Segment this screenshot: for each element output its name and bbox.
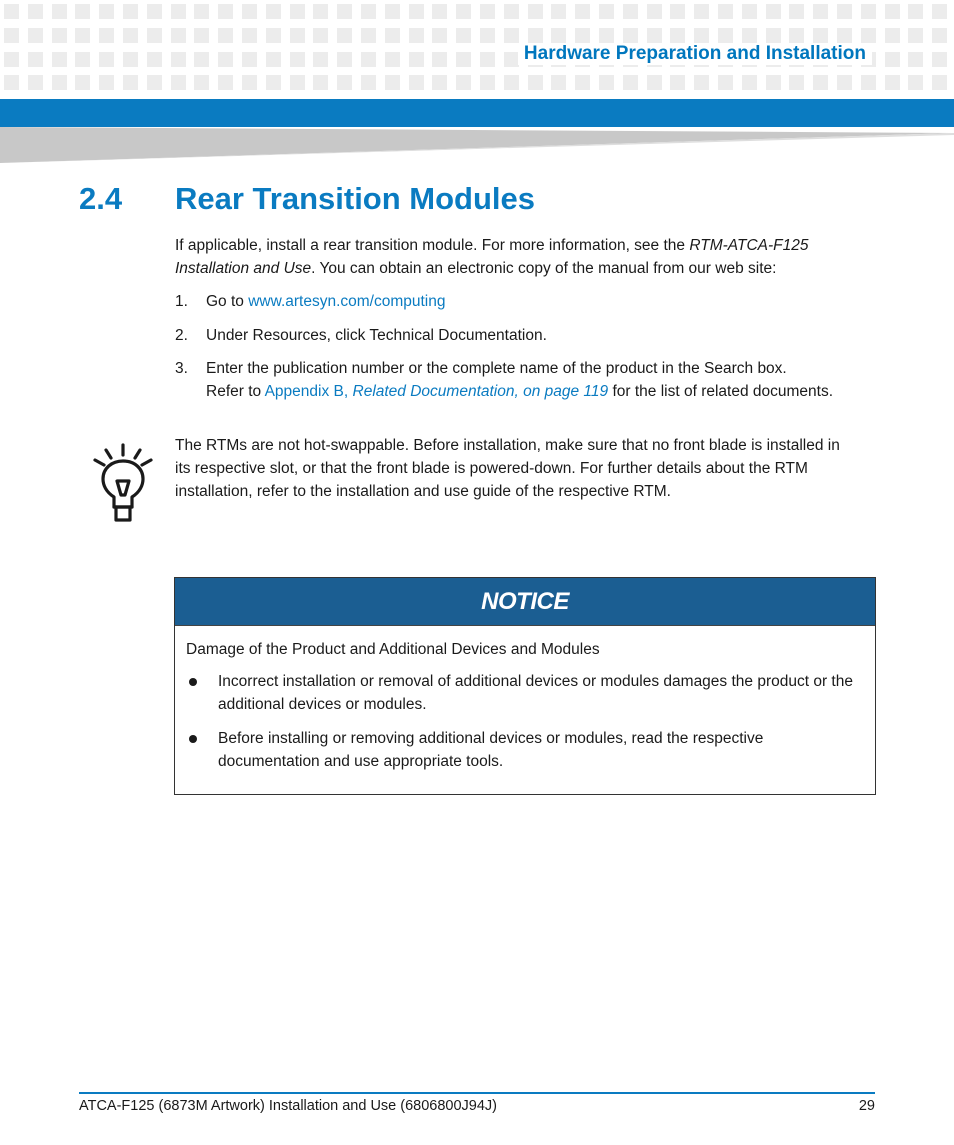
header-tile — [266, 28, 281, 43]
header-tile — [147, 28, 162, 43]
header-tile — [123, 28, 138, 43]
header-tile — [480, 75, 495, 90]
header-tile — [385, 75, 400, 90]
header-tile — [290, 4, 305, 19]
intro-text-cont: . You can obtain an electronic copy of the manual from our web site: — [311, 260, 777, 277]
header-tile — [504, 4, 519, 19]
header-tile — [623, 75, 638, 90]
header-tile — [99, 4, 114, 19]
header-tile — [885, 28, 900, 43]
header-tile — [218, 52, 233, 67]
website-link[interactable]: www.artesyn.com/computing — [248, 293, 446, 310]
appendix-link[interactable]: Appendix B, Related Documentation, on page 119 — [264, 383, 609, 400]
header-tile — [28, 28, 43, 43]
header-tile — [409, 28, 424, 43]
notice-intro: Damage of the Product and Additional Devices and Modules — [186, 641, 600, 658]
footer-rule — [79, 1092, 875, 1094]
header-tile — [409, 4, 424, 19]
header-tile — [290, 75, 305, 90]
header-tile — [432, 75, 447, 90]
section-title: Rear Transition Modules — [175, 181, 536, 216]
header-tile — [480, 4, 495, 19]
header-tile — [718, 4, 733, 19]
header-tile — [123, 52, 138, 67]
running-header-title: Hardware Preparation and Installation — [518, 43, 872, 65]
header-tile — [480, 52, 495, 67]
header-tile — [313, 52, 328, 67]
header-tile — [147, 52, 162, 67]
header-tile — [837, 4, 852, 19]
header-tile — [528, 75, 543, 90]
header-tile — [313, 28, 328, 43]
header-tile — [694, 75, 709, 90]
header-tile — [171, 52, 186, 67]
header-tile — [242, 28, 257, 43]
header-tile — [75, 75, 90, 90]
header-tile — [837, 28, 852, 43]
header-tile — [361, 75, 376, 90]
header-tile — [528, 4, 543, 19]
header-tile — [409, 75, 424, 90]
header-tile — [813, 75, 828, 90]
header-tile — [837, 75, 852, 90]
header-tile — [861, 4, 876, 19]
header-tile — [75, 28, 90, 43]
header-tile — [171, 28, 186, 43]
header-tile — [813, 28, 828, 43]
header-tile — [242, 4, 257, 19]
header-tile — [456, 52, 471, 67]
lightbulb-icon — [92, 443, 154, 525]
step-text: Under Resources, click Technical Documentation. — [206, 327, 547, 344]
header-tile — [647, 75, 662, 90]
header-tile — [290, 28, 305, 43]
header-tile — [99, 52, 114, 67]
header-tile — [4, 28, 19, 43]
header-tile — [432, 4, 447, 19]
header-tile — [670, 4, 685, 19]
header-tile — [456, 75, 471, 90]
header-tile — [123, 4, 138, 19]
header-tile — [171, 75, 186, 90]
notice-header — [175, 578, 875, 626]
header-tile — [670, 75, 685, 90]
header-tile — [718, 75, 733, 90]
notice-bullet: Incorrect installation or removal of additional devices or modules damages the product or the additional devices or modules. — [186, 670, 866, 716]
header-tile — [694, 4, 709, 19]
header-tile — [908, 4, 923, 19]
header-tile — [551, 28, 566, 43]
header-tile — [99, 75, 114, 90]
header-tile — [385, 28, 400, 43]
header-tile — [742, 28, 757, 43]
header-tile — [504, 52, 519, 67]
header-tile — [742, 4, 757, 19]
header-tile — [932, 52, 947, 67]
header-tile — [337, 28, 352, 43]
header-tile — [171, 4, 186, 19]
header-tile — [242, 52, 257, 67]
header-tile — [742, 75, 757, 90]
header-tile — [623, 4, 638, 19]
section-number: 2.4 — [79, 181, 123, 216]
header-tile — [623, 28, 638, 43]
step-text-suffix: for the list of related documents. — [608, 383, 834, 400]
header-tile — [504, 75, 519, 90]
header-tile — [908, 28, 923, 43]
header-tile — [52, 75, 67, 90]
header-tile — [361, 28, 376, 43]
header-tile — [52, 28, 67, 43]
header-tile — [266, 75, 281, 90]
header-tile — [813, 4, 828, 19]
tip-text: The RTMs are not hot-swappable. Before installation, make sure that no front blade is installed in its respective slot, or that the front blade is powered-down. For further details about the RTM installation, refer to the installation and use guide of the respective RTM. — [175, 437, 840, 500]
header-tile — [385, 4, 400, 19]
step-text-refer: Refer to — [206, 383, 265, 400]
notice-box — [174, 577, 876, 795]
header-tile — [75, 52, 90, 67]
step-text: Go to — [206, 293, 249, 310]
header-tile — [694, 28, 709, 43]
header-tile — [480, 28, 495, 43]
header-tile — [290, 52, 305, 67]
header-tile — [575, 75, 590, 90]
intro-paragraph — [175, 234, 875, 280]
intro-text: If applicable, install a rear transition module. For more information, see the — [175, 237, 690, 254]
header-tile — [313, 4, 328, 19]
header-tile — [266, 52, 281, 67]
header-tile — [194, 75, 209, 90]
page-number: 29 — [858, 1098, 875, 1114]
header-tile — [4, 4, 19, 19]
header-tile — [789, 28, 804, 43]
header-tile — [932, 28, 947, 43]
header-tile — [908, 75, 923, 90]
header-tile — [218, 75, 233, 90]
header-tile — [861, 75, 876, 90]
header-tile — [647, 28, 662, 43]
manual-reference: RTM-ATCA-F125 — [689, 237, 809, 254]
header-tile — [885, 4, 900, 19]
header-tile — [766, 75, 781, 90]
header-tile — [28, 4, 43, 19]
header-tile — [575, 28, 590, 43]
bullet-icon — [189, 735, 197, 743]
header-tile — [670, 28, 685, 43]
header-tile — [647, 4, 662, 19]
header-tile — [337, 75, 352, 90]
bullet-icon — [189, 678, 197, 686]
header-tile — [932, 4, 947, 19]
header-tile — [908, 52, 923, 67]
header-tile — [766, 28, 781, 43]
header-tile — [932, 75, 947, 90]
header-grey-wedge — [0, 127, 954, 163]
header-tile — [599, 75, 614, 90]
header-tile — [147, 75, 162, 90]
step-number: 3. — [175, 360, 188, 377]
header-tile — [52, 52, 67, 67]
header-tile — [528, 28, 543, 43]
header-tile — [313, 75, 328, 90]
header-tile — [337, 4, 352, 19]
header-tile — [123, 75, 138, 90]
header-tile — [456, 28, 471, 43]
header-tile — [99, 28, 114, 43]
header-tile — [766, 4, 781, 19]
header-tile — [789, 75, 804, 90]
header-tile — [361, 52, 376, 67]
step-3 — [175, 357, 885, 403]
header-tile — [242, 75, 257, 90]
notice-heading: NOTICE — [481, 587, 569, 615]
header-tile — [575, 4, 590, 19]
header-tile — [28, 52, 43, 67]
header-tile — [504, 28, 519, 43]
header-tile — [885, 52, 900, 67]
step-number: 2. — [175, 327, 188, 344]
header-tile — [885, 75, 900, 90]
header-tile — [789, 4, 804, 19]
header-tile — [456, 4, 471, 19]
footer-document-title: ATCA-F125 (6873M Artwork) Installation and Use (6806800J94J) — [79, 1098, 498, 1114]
header-tile — [52, 4, 67, 19]
header-tile — [218, 4, 233, 19]
header-tile — [361, 4, 376, 19]
header-tile — [266, 4, 281, 19]
header-tile — [861, 28, 876, 43]
header-tile — [409, 52, 424, 67]
header-tile — [194, 4, 209, 19]
header-tile — [432, 52, 447, 67]
header-tile — [385, 52, 400, 67]
header-tile — [432, 28, 447, 43]
header-tile — [75, 4, 90, 19]
step-1 — [175, 290, 885, 313]
header-tile — [194, 52, 209, 67]
step-number: 1. — [175, 293, 188, 310]
header-blue-bar — [0, 99, 954, 127]
header-tile — [4, 52, 19, 67]
header-tile — [337, 52, 352, 67]
header-tile — [147, 4, 162, 19]
manual-reference-cont: Installation and Use — [175, 260, 312, 277]
step-2 — [175, 324, 885, 347]
header-tile — [718, 28, 733, 43]
header-tile — [551, 4, 566, 19]
header-tile — [599, 4, 614, 19]
step-text: Enter the publication number or the complete name of the product in the Search box. — [206, 360, 787, 377]
header-tile — [218, 28, 233, 43]
header-tile — [28, 75, 43, 90]
header-tile — [194, 28, 209, 43]
notice-bullet: Before installing or removing additional devices or modules, read the respective documentation and use appropriate tools. — [186, 727, 866, 773]
header-tile — [599, 28, 614, 43]
header-tile — [551, 75, 566, 90]
header-tile — [4, 75, 19, 90]
